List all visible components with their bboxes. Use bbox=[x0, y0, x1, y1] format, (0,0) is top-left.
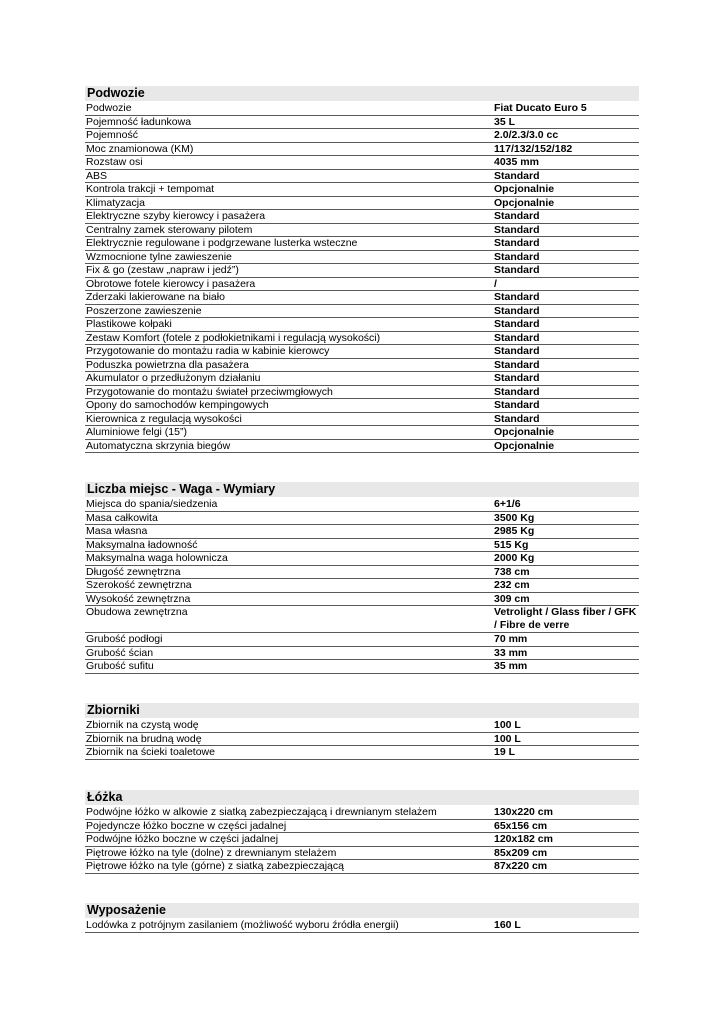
row-label: Zbiornik na czystą wodę bbox=[86, 719, 199, 731]
row-label: Poszerzone zawieszenie bbox=[86, 304, 202, 317]
row-value: Standard bbox=[494, 304, 540, 317]
row-label: Rozstaw osi bbox=[86, 156, 143, 168]
row-label: Przygotowanie do montażu radia w kabinie kierowcy bbox=[86, 345, 330, 357]
section-capacity-weight-dimensions bbox=[85, 482, 639, 674]
row-label: Moc znamionowa (KM) bbox=[86, 142, 194, 155]
row-value: Vetrolight / Glass fiber / GFK / Fibre de verre bbox=[494, 606, 637, 631]
table-row bbox=[85, 359, 639, 373]
row-value: Opcjonalnie bbox=[494, 183, 555, 195]
section-beds bbox=[85, 790, 639, 874]
row-label: Centralny zamek sterowany pilotem bbox=[86, 223, 253, 236]
row-value: 100 L bbox=[494, 732, 521, 745]
row-label: Kontrola trakcji + tempomat bbox=[86, 183, 215, 195]
row-value: 85x209 cm bbox=[494, 846, 548, 859]
row-value: 3500 Kg bbox=[494, 511, 535, 524]
spec-table bbox=[85, 498, 639, 674]
spec-table bbox=[85, 806, 639, 874]
row-label: Automatyczna skrzynia biegów bbox=[86, 439, 231, 452]
row-value: Standard bbox=[494, 264, 540, 276]
table-row bbox=[85, 399, 639, 413]
table-row bbox=[85, 264, 639, 278]
table-row bbox=[85, 833, 639, 847]
table-row bbox=[85, 579, 639, 593]
row-label: Piętrowe łóżko na tyle (dolne) z drewnianym stelażem bbox=[86, 846, 337, 859]
row-label: Plastikowe kołpaki bbox=[86, 318, 172, 330]
spec-table bbox=[85, 102, 639, 453]
table-row bbox=[85, 440, 639, 454]
row-value: 160 L bbox=[494, 919, 521, 931]
row-label: Pojemność ładunkowa bbox=[86, 115, 192, 128]
table-row bbox=[85, 278, 639, 292]
table-row bbox=[85, 102, 639, 116]
table-row bbox=[85, 183, 639, 197]
row-value: 738 cm bbox=[494, 565, 530, 578]
row-label: Miejsca do spania/siedzenia bbox=[86, 498, 218, 510]
table-row bbox=[85, 552, 639, 566]
table-row bbox=[85, 733, 639, 747]
table-row bbox=[85, 305, 639, 319]
row-label: Zbiornik na brudną wodę bbox=[86, 732, 202, 745]
row-value: Standard bbox=[494, 399, 540, 411]
table-row bbox=[85, 606, 639, 633]
row-label: Masa całkowita bbox=[86, 511, 158, 524]
table-row bbox=[85, 539, 639, 553]
row-value: Standard bbox=[494, 318, 540, 330]
table-row bbox=[85, 386, 639, 400]
row-value: 309 cm bbox=[494, 592, 530, 605]
row-label: Zderzaki lakierowane na biało bbox=[86, 291, 225, 303]
table-row bbox=[85, 847, 639, 861]
row-value: Standard bbox=[494, 331, 540, 344]
row-label: Obrotowe fotele kierowcy i pasażera bbox=[86, 277, 256, 290]
row-label: Piętrowe łóżko na tyle (górne) z siatką zabezpieczającą bbox=[86, 860, 344, 872]
row-label: Pojedyncze łóżko boczne w części jadalnej bbox=[86, 819, 287, 832]
row-value: Standard bbox=[494, 210, 540, 222]
table-row bbox=[85, 224, 639, 238]
row-value: Standard bbox=[494, 237, 540, 249]
row-value: 232 cm bbox=[494, 579, 530, 591]
table-row bbox=[85, 498, 639, 512]
table-row bbox=[85, 860, 639, 874]
row-value: 130x220 cm bbox=[494, 806, 553, 818]
row-label: Podwójne łóżko boczne w części jadalnej bbox=[86, 833, 279, 845]
table-row bbox=[85, 633, 639, 647]
row-value: 33 mm bbox=[494, 646, 528, 659]
table-row bbox=[85, 647, 639, 661]
row-label: Elektryczne szyby kierowcy i pasażera bbox=[86, 210, 266, 222]
table-row bbox=[85, 746, 639, 760]
spec-table bbox=[85, 919, 639, 933]
row-label: Maksymalna ładowność bbox=[86, 538, 198, 551]
row-value: 2.0/2.3/3.0 cc bbox=[494, 129, 559, 141]
row-label: Opony do samochodów kempingowych bbox=[86, 399, 269, 411]
row-label: Elektrycznie regulowane i podgrzewane lusterka wsteczne bbox=[86, 237, 358, 249]
row-value: 35 mm bbox=[494, 660, 528, 672]
row-value: 515 Kg bbox=[494, 538, 529, 551]
row-label: Klimatyzacja bbox=[86, 196, 145, 209]
section-title: Podwozie bbox=[85, 86, 639, 101]
table-row bbox=[85, 919, 639, 933]
row-value: Standard bbox=[494, 358, 540, 371]
row-label: Akumulator o przedłużonym działaniu bbox=[86, 372, 261, 384]
row-value: 2000 Kg bbox=[494, 552, 535, 564]
table-row bbox=[85, 820, 639, 834]
table-row bbox=[85, 116, 639, 130]
row-value: 65x156 cm bbox=[494, 819, 548, 832]
table-row bbox=[85, 345, 639, 359]
table-row bbox=[85, 129, 639, 143]
table-row bbox=[85, 156, 639, 170]
table-row bbox=[85, 332, 639, 346]
row-value: Fiat Ducato Euro 5 bbox=[494, 102, 587, 114]
row-value: Standard bbox=[494, 169, 540, 182]
table-row bbox=[85, 719, 639, 733]
row-value: 19 L bbox=[494, 746, 516, 758]
row-value: 70 mm bbox=[494, 633, 528, 645]
row-label: Długość zewnętrzna bbox=[86, 565, 181, 578]
row-value: Opcjonalnie bbox=[494, 439, 555, 452]
row-label: Grubość podłogi bbox=[86, 633, 163, 645]
row-value: 117/132/152/182 bbox=[494, 142, 573, 155]
row-value: Standard bbox=[494, 372, 540, 384]
row-value: 100 L bbox=[494, 719, 521, 731]
row-label: Aluminiowe felgi (15”) bbox=[86, 426, 187, 438]
row-label: Obudowa zewnętrzna bbox=[86, 606, 188, 618]
row-label: Szerokość zewnętrzna bbox=[86, 579, 192, 591]
row-label: Lodówka z potrójnym zasilaniem (możliwość wyboru źródła energii) bbox=[86, 919, 399, 931]
section-title: Zbiorniki bbox=[85, 703, 639, 718]
row-label: Maksymalna waga holownicza bbox=[86, 552, 228, 564]
row-value: / bbox=[494, 277, 497, 290]
row-value: 6+1/6 bbox=[494, 498, 521, 510]
row-value: 4035 mm bbox=[494, 156, 539, 168]
row-value: Standard bbox=[494, 412, 540, 425]
table-row bbox=[85, 593, 639, 607]
row-label: Zestaw Komfort (fotele z podłokietnikami i regulacją wysokości) bbox=[86, 331, 381, 344]
row-value: 120x182 cm bbox=[494, 833, 553, 845]
row-value: Standard bbox=[494, 250, 540, 263]
table-row bbox=[85, 566, 639, 580]
table-row bbox=[85, 660, 639, 674]
row-value: Standard bbox=[494, 385, 540, 398]
row-value: Standard bbox=[494, 345, 540, 357]
table-row bbox=[85, 170, 639, 184]
row-value: Standard bbox=[494, 291, 540, 303]
table-row bbox=[85, 197, 639, 211]
row-label: Grubość ścian bbox=[86, 646, 154, 659]
row-value: Opcjonalnie bbox=[494, 426, 555, 438]
table-row bbox=[85, 426, 639, 440]
row-label: Wysokość zewnętrzna bbox=[86, 592, 191, 605]
row-label: Podwójne łóżko w alkowie z siatką zabezpieczającą i drewnianym stelażem bbox=[86, 806, 437, 818]
row-label: Grubość sufitu bbox=[86, 660, 154, 672]
table-row bbox=[85, 806, 639, 820]
row-label: Zbiornik na ścieki toaletowe bbox=[86, 746, 215, 758]
table-row bbox=[85, 413, 639, 427]
row-value: 2985 Kg bbox=[494, 525, 535, 537]
table-row bbox=[85, 372, 639, 386]
row-label: Przygotowanie do montażu świateł przeciwmgłowych bbox=[86, 385, 333, 398]
table-row bbox=[85, 237, 639, 251]
row-label: Fix & go (zestaw „napraw i jedź”) bbox=[86, 264, 239, 276]
row-value: 87x220 cm bbox=[494, 860, 548, 872]
table-row bbox=[85, 291, 639, 305]
section-title: Łóżka bbox=[85, 790, 639, 805]
row-value: Standard bbox=[494, 223, 540, 236]
table-row bbox=[85, 143, 639, 157]
spec-table bbox=[85, 719, 639, 760]
section-tanks bbox=[85, 703, 639, 760]
table-row bbox=[85, 525, 639, 539]
row-value: Opcjonalnie bbox=[494, 196, 555, 209]
table-row bbox=[85, 210, 639, 224]
row-label: Wzmocnione tylne zawieszenie bbox=[86, 250, 232, 263]
section-equipment bbox=[85, 903, 639, 933]
row-value: 35 L bbox=[494, 115, 516, 128]
table-row bbox=[85, 512, 639, 526]
row-label: Pojemność bbox=[86, 129, 138, 141]
section-title: Wyposażenie bbox=[85, 903, 639, 918]
row-label: Masa własna bbox=[86, 525, 148, 537]
row-label: Podwozie bbox=[86, 102, 132, 114]
table-row bbox=[85, 318, 639, 332]
row-label: ABS bbox=[86, 169, 108, 182]
row-label: Poduszka powietrzna dla pasażera bbox=[86, 358, 249, 371]
row-label: Kierownica z regulacją wysokości bbox=[86, 412, 242, 425]
section-chassis bbox=[85, 86, 639, 453]
section-title: Liczba miejsc - Waga - Wymiary bbox=[85, 482, 639, 497]
table-row bbox=[85, 251, 639, 265]
